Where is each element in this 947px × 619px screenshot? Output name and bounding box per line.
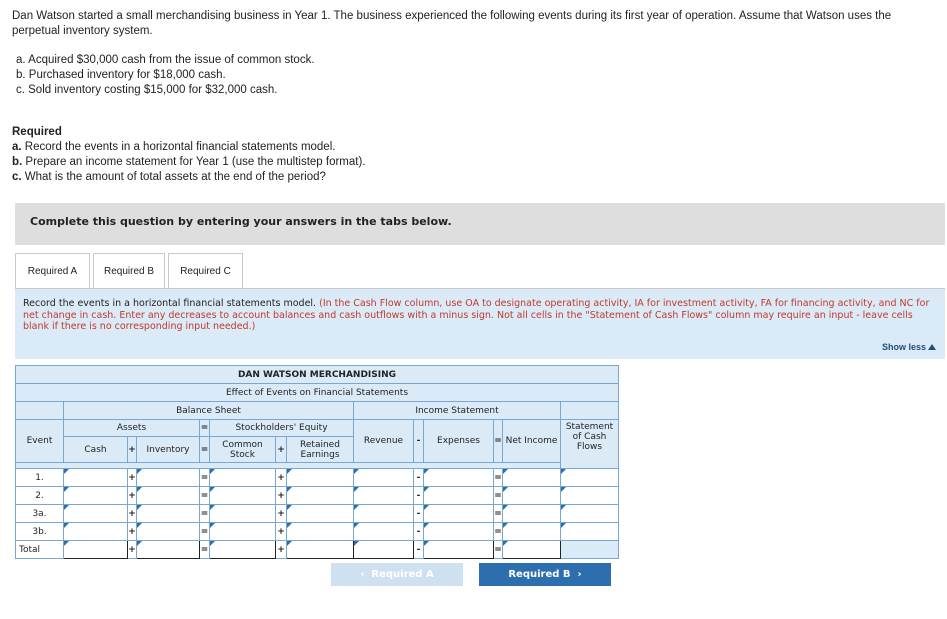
table-row [16, 469, 619, 487]
event-header: Event [16, 420, 64, 463]
common-stock-input[interactable] [210, 487, 276, 505]
inventory-header: Inventory [137, 437, 200, 463]
triangle-up-icon [928, 344, 936, 350]
plus-sign: + [128, 523, 137, 541]
retained-earnings-field[interactable] [287, 527, 353, 537]
net-income-input[interactable] [503, 487, 561, 505]
retained-earnings-total-field[interactable] [287, 545, 353, 555]
minus-sign: - [414, 420, 424, 463]
revenue-total-field[interactable] [354, 545, 413, 555]
table-row [16, 505, 619, 523]
required-item-c: c. What is the amount of total assets at the end of the period? [12, 171, 326, 183]
income-statement-header: Income Statement [354, 402, 561, 420]
instructions-main: Record the events in a horizontal financial statements model. [23, 298, 320, 309]
net-income-field[interactable] [503, 509, 560, 519]
net-income-input[interactable] [503, 523, 561, 541]
expenses-field[interactable] [424, 509, 493, 519]
cash-input[interactable] [64, 505, 128, 523]
show-less-link[interactable]: Show less [882, 342, 936, 354]
expenses-header: Expenses [424, 420, 494, 463]
retained-earnings-field[interactable] [287, 473, 353, 483]
expenses-input[interactable] [424, 469, 494, 487]
retained-earnings-header: Retained Earnings [287, 437, 354, 463]
retained-earnings-input[interactable] [287, 469, 354, 487]
equals-sign: = [200, 523, 210, 541]
common-stock-input[interactable] [210, 469, 276, 487]
cash-field[interactable] [64, 527, 127, 537]
plus-sign: + [128, 541, 137, 559]
cash-flow-input[interactable] [561, 487, 619, 505]
plus-sign: + [276, 505, 287, 523]
plus-sign: + [128, 505, 137, 523]
equals-sign: = [494, 523, 503, 541]
expenses-total-input[interactable] [424, 541, 494, 559]
financial-statements-model [15, 365, 619, 559]
tab-instructions [15, 288, 945, 359]
plus-sign: + [128, 469, 137, 487]
equals-sign: = [494, 487, 503, 505]
cash-field[interactable] [64, 491, 127, 501]
instructions-note: (In the Cash Flow column, use OA to designate operating activity, IA for investment activity, FA for financing activity, and NC for net change in cash. Enter any decreases to account balances and cash outflows with a minus sign. Not all cells in the "Statement of Cash Flows" column may require an input - leave cells blank if there is no corresponding input needed.) [23, 298, 930, 332]
event-label: 1. [16, 469, 64, 487]
table-row [16, 487, 619, 505]
net-income-field[interactable] [503, 527, 560, 537]
net-income-header: Net Income [503, 420, 561, 463]
net-income-input[interactable] [503, 469, 561, 487]
minus-sign: - [414, 469, 424, 487]
revenue-header: Revenue [354, 420, 414, 463]
table-subtitle: Effect of Events on Financial Statements [16, 384, 619, 402]
expenses-input[interactable] [424, 505, 494, 523]
equals-sign: = [200, 420, 210, 437]
inventory-field[interactable] [137, 527, 199, 537]
cash-flows-header: Statement of Cash Flows [561, 420, 619, 469]
cash-input[interactable] [64, 487, 128, 505]
equals-sign: = [494, 469, 503, 487]
plus-sign: + [276, 523, 287, 541]
equals-sign: = [200, 487, 210, 505]
revenue-input[interactable] [354, 523, 414, 541]
cash-flow-field[interactable] [561, 509, 618, 519]
common-stock-field[interactable] [210, 509, 275, 519]
tab-bar [15, 253, 246, 288]
plus-sign: + [276, 541, 287, 559]
revenue-field[interactable] [354, 491, 413, 501]
expenses-field[interactable] [424, 473, 493, 483]
assets-header: Assets [64, 420, 200, 437]
cash-field[interactable] [64, 473, 127, 483]
inventory-input[interactable] [137, 505, 200, 523]
cash-flow-field[interactable] [561, 491, 618, 501]
event-label: 2. [16, 487, 64, 505]
event-b: b. Purchased inventory for $18,000 cash. [16, 69, 226, 81]
problem-intro [12, 9, 912, 39]
equals-sign: = [494, 541, 503, 559]
cash-flow-input[interactable] [561, 523, 619, 541]
revenue-input[interactable] [354, 487, 414, 505]
inventory-total-field[interactable] [137, 545, 199, 555]
revenue-field[interactable] [354, 509, 413, 519]
tab-required-c[interactable]: Required C [168, 253, 243, 288]
plus-sign: + [128, 437, 137, 463]
net-income-field[interactable] [503, 473, 560, 483]
plus-sign: + [276, 487, 287, 505]
expenses-input[interactable] [424, 523, 494, 541]
event-c: c. Sold inventory costing $15,000 for $32,000 cash. [16, 84, 278, 96]
cash-flow-input[interactable] [561, 469, 619, 487]
common-stock-input[interactable] [210, 523, 276, 541]
common-stock-input[interactable] [210, 505, 276, 523]
equals-sign: = [200, 541, 210, 559]
instruction-banner: Complete this question by entering your answers in the tabs below. [15, 203, 945, 245]
common-stock-field[interactable] [210, 491, 275, 501]
table-row [16, 523, 619, 541]
minus-sign: - [414, 487, 424, 505]
company-name: DAN WATSON MERCHANDISING [16, 366, 619, 384]
common-stock-header: Common Stock [210, 437, 276, 463]
required-header: Required [12, 126, 62, 138]
total-label: Total [16, 541, 64, 559]
table-row-total [16, 541, 619, 559]
inventory-field[interactable] [137, 509, 199, 519]
equals-sign: = [494, 505, 503, 523]
tab-required-a[interactable]: Required A [15, 253, 90, 288]
stockholders-equity-header: Stockholders' Equity [210, 420, 354, 437]
inventory-total-input[interactable] [137, 541, 200, 559]
cash-input[interactable] [64, 469, 128, 487]
retained-earnings-input[interactable] [287, 487, 354, 505]
common-stock-total-field[interactable] [210, 545, 275, 555]
retained-earnings-input[interactable] [287, 505, 354, 523]
common-stock-field[interactable] [210, 527, 275, 537]
minus-sign: - [414, 505, 424, 523]
cash-header: Cash [64, 437, 128, 463]
common-stock-field[interactable] [210, 473, 275, 483]
event-a: a. Acquired $30,000 cash from the issue of common stock. [16, 54, 315, 66]
cash-flow-field[interactable] [561, 473, 618, 483]
net-income-field[interactable] [503, 491, 560, 501]
expenses-total-field[interactable] [424, 545, 493, 555]
cash-total-input[interactable] [64, 541, 128, 559]
equals-sign: = [494, 420, 503, 463]
retained-earnings-total-input[interactable] [287, 541, 354, 559]
minus-sign: - [414, 523, 424, 541]
expenses-field[interactable] [424, 491, 493, 501]
revenue-field[interactable] [354, 527, 413, 537]
minus-sign: - [414, 541, 424, 559]
expenses-input[interactable] [424, 487, 494, 505]
cash-input[interactable] [64, 523, 128, 541]
net-income-input[interactable] [503, 505, 561, 523]
event-label: 3a. [16, 505, 64, 523]
spacer-cell [16, 402, 64, 420]
net-income-total-input[interactable] [503, 541, 561, 559]
retained-earnings-field[interactable] [287, 509, 353, 519]
equals-sign: = [200, 437, 210, 463]
inventory-input[interactable] [137, 487, 200, 505]
next-required-b-button[interactable]: Required B › [479, 563, 611, 586]
expenses-field[interactable] [424, 527, 493, 537]
balance-sheet-header: Balance Sheet [64, 402, 354, 420]
inventory-field[interactable] [137, 491, 199, 501]
required-section [12, 125, 366, 185]
cash-flow-total-blank [561, 541, 619, 559]
common-stock-total-input[interactable] [210, 541, 276, 559]
required-item-b: b. Prepare an income statement for Year 1 (use the multistep format). [12, 156, 366, 168]
revenue-input[interactable] [354, 469, 414, 487]
cash-field[interactable] [64, 509, 127, 519]
revenue-input[interactable] [354, 505, 414, 523]
retained-earnings-field[interactable] [287, 491, 353, 501]
net-income-total-field[interactable] [503, 545, 560, 555]
inventory-input[interactable] [137, 523, 200, 541]
plus-sign: + [276, 469, 287, 487]
plus-sign: + [276, 437, 287, 463]
cash-flow-input[interactable] [561, 505, 619, 523]
retained-earnings-input[interactable] [287, 523, 354, 541]
prev-required-a-button[interactable]: ‹ Required A [331, 563, 463, 586]
cash-flow-field[interactable] [561, 527, 618, 537]
event-list [16, 53, 315, 98]
event-label: 3b. [16, 523, 64, 541]
plus-sign: + [128, 487, 137, 505]
revenue-field[interactable] [354, 473, 413, 483]
required-item-a: a. Record the events in a horizontal financial statements model. [12, 141, 336, 153]
cash-total-field[interactable] [64, 545, 127, 555]
tab-required-b[interactable]: Required B [93, 253, 165, 288]
equals-sign: = [200, 505, 210, 523]
spacer-cell [561, 402, 619, 420]
inventory-field[interactable] [137, 473, 199, 483]
intro-text: Dan Watson started a small merchandising business in Year 1. The business experienced the following events during its first year of operation. Assume that Watson uses the perpetual inventory system. [12, 10, 892, 37]
revenue-total-input[interactable] [354, 541, 414, 559]
equals-sign: = [200, 469, 210, 487]
inventory-input[interactable] [137, 469, 200, 487]
